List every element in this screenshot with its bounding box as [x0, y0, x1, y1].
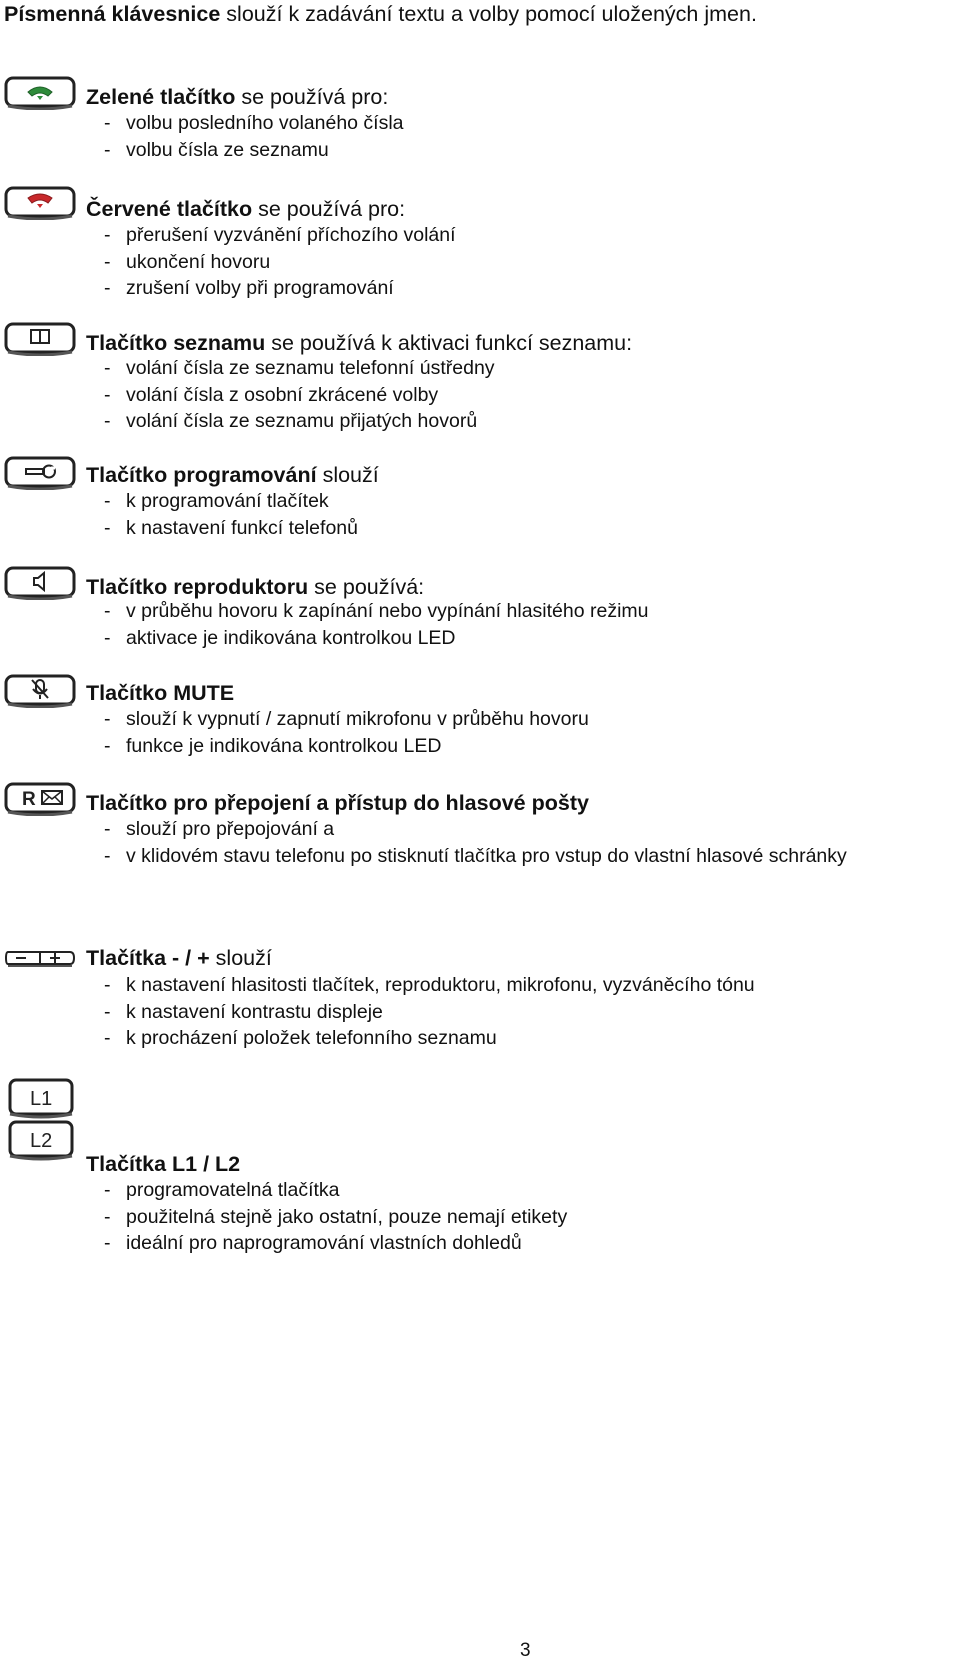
list-item: - aktivace je indikována kontrolkou LED	[104, 625, 649, 652]
list-item: - k nastavení hlasitosti tlačítek, reproduktoru, mikrofonu, vyzváněcího tónu	[104, 972, 755, 999]
section-title-rest: se používá pro:	[252, 197, 406, 221]
transfer-mail-icon	[4, 782, 80, 820]
item-list	[104, 1177, 567, 1257]
speaker-icon	[4, 566, 80, 604]
section-title	[86, 84, 388, 110]
line-keys-icon	[4, 1078, 80, 1162]
section-title-bold: Tlačítko programování	[86, 463, 317, 487]
section-title-rest: slouží	[316, 463, 379, 487]
minus-plus-icon	[4, 948, 80, 986]
item-list	[104, 816, 847, 869]
line1-label: L1	[30, 1088, 53, 1110]
section-title-rest: slouží	[209, 946, 272, 970]
list-item: - slouží k vypnutí / zapnutí mikrofonu v průběhu hovoru	[104, 706, 589, 733]
list-item: - zrušení volby při programování	[104, 275, 456, 302]
list-item: - volbu čísla ze seznamu	[104, 137, 404, 164]
section-title-bold: Tlačítko reproduktoru	[86, 575, 309, 599]
list-item: - přerušení vyzvánění příchozího volání	[104, 222, 456, 249]
section-title-rest: se používá pro:	[235, 85, 389, 109]
list-item: - volání čísla ze seznamu přijatých hovorů	[104, 408, 495, 435]
item-list	[104, 706, 589, 759]
list-item: - ideální pro naprogramování vlastních dohledů	[104, 1230, 567, 1257]
section-title	[86, 462, 379, 488]
list-item: - slouží pro přepojování a	[104, 816, 847, 843]
section-title	[86, 330, 632, 356]
line2-label: L2	[30, 1130, 53, 1152]
list-item: - programovatelná tlačítka	[104, 1177, 567, 1204]
item-list	[104, 598, 649, 651]
item-list	[104, 222, 456, 302]
list-item: - k procházení položek telefonního seznamu	[104, 1025, 755, 1052]
list-item: - volbu posledního volaného čísla	[104, 110, 404, 137]
item-list	[104, 110, 404, 163]
section-title	[86, 1151, 240, 1177]
list-item: - v klidovém stavu telefonu po stisknutí tlačítka pro vstup do vlastní hlasové schránky	[104, 843, 847, 870]
section-title	[86, 574, 424, 600]
mute-microphone-icon	[4, 674, 80, 712]
intro-line	[4, 2, 954, 27]
section-title-bold: Tlačítka L1 / L2	[86, 1152, 241, 1176]
list-item: - použitelná stejně jako ostatní, pouze nemají etikety	[104, 1204, 567, 1231]
section-title-bold: Tlačítko pro přepojení a přístup do hlasové pošty	[86, 791, 589, 815]
section-title-bold: Červené tlačítko	[86, 197, 253, 221]
item-list	[104, 488, 358, 541]
list-item: - funkce je indikována kontrolkou LED	[104, 733, 589, 760]
section-title-bold: Tlačítka - / +	[86, 946, 210, 970]
section-title-rest: se používá:	[308, 575, 425, 599]
list-item: - v průběhu hovoru k zapínání nebo vypínání hlasitého režimu	[104, 598, 649, 625]
green-phone-icon	[4, 76, 80, 114]
red-phone-icon	[4, 186, 80, 224]
section-title	[86, 945, 272, 971]
item-list	[104, 355, 495, 435]
list-item: - volání čísla ze seznamu telefonní ústředny	[104, 355, 495, 382]
page-number: 3	[520, 1640, 531, 1661]
list-item: - k nastavení kontrastu displeje	[104, 999, 755, 1026]
section-title	[86, 790, 589, 816]
section-title-bold: Zelené tlačítko	[86, 85, 236, 109]
intro-text: slouží k zadávání textu a volby pomocí uložených jmen.	[220, 2, 757, 26]
list-item: - k programování tlačítek	[104, 488, 358, 515]
intro-bold: Písmenná klávesnice	[4, 2, 221, 26]
section-title-bold: Tlačítko MUTE	[86, 681, 235, 705]
list-item: - k nastavení funkcí telefonů	[104, 515, 358, 542]
section-title-bold: Tlačítko seznamu	[86, 331, 266, 355]
section-title-rest: se používá k aktivaci funkcí seznamu:	[265, 331, 633, 355]
item-list	[104, 972, 755, 1052]
section-title	[86, 680, 234, 706]
book-icon	[4, 322, 80, 360]
section-title	[86, 196, 405, 222]
transfer-key-label: R	[22, 789, 36, 810]
list-item: - ukončení hovoru	[104, 249, 456, 276]
list-item: - volání čísla z osobní zkrácené volby	[104, 382, 495, 409]
wrench-icon	[4, 456, 80, 494]
